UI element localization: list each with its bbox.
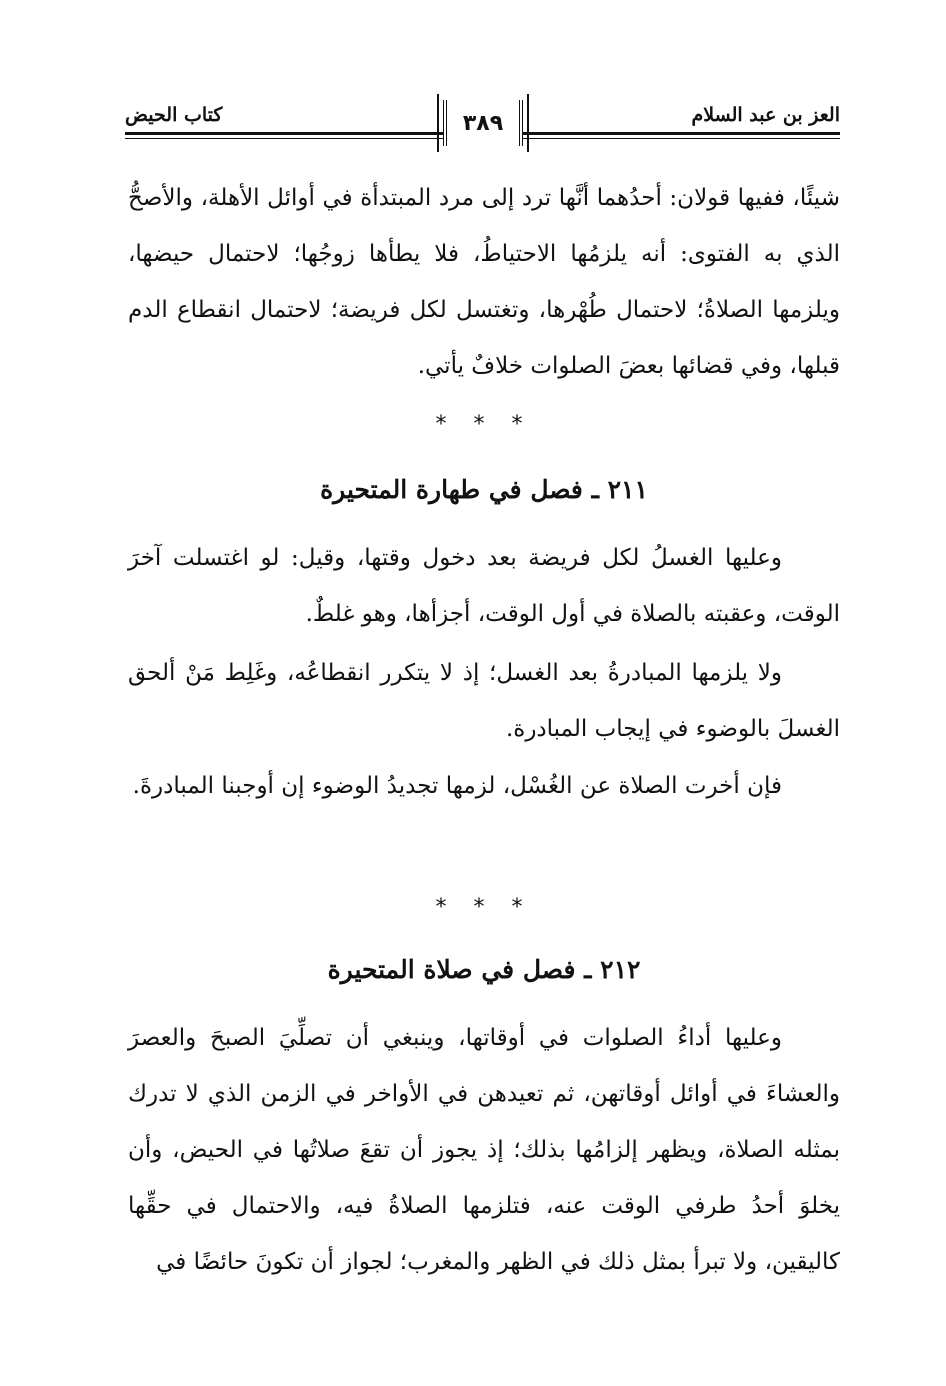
page-number-frame bbox=[443, 100, 523, 146]
continuation-paragraph: شيئًا، ففيها قولان: أحدُهما أنَّها ترد إلى مرد المبتدأة في أوائل الأهلة، والأصحُّ الذي به الفتوى: أنه يلزمُها الاحتياطُ، فلا يطأها زوجُها؛ لاحتمال حيضها، ويلزمها الصلاةُ؛ لاحتمال طُهْرها، وتغتسل لكل فريضة؛ لاحتمال انقطاع الدم قبلها، وفي قضائها بعضَ الصلوات خلافٌ يأتي. bbox=[128, 185, 840, 379]
header-rule-right bbox=[522, 132, 840, 135]
section-separator: * * * bbox=[435, 895, 533, 920]
running-title-chapter: كتاب الحيض bbox=[125, 104, 223, 126]
running-title-author: العز بن عبد السلام bbox=[691, 104, 840, 126]
paragraph-211-1: وعليها الغسلُ لكل فريضة بعد دخول وقتها، وقيل: لو اغتسلت آخرَ الوقت، وعقبته بالصلاة في أول الوقت، أجزأها، وهو غلطٌ. bbox=[128, 545, 840, 627]
page-number: ٣٨٩ bbox=[462, 110, 504, 136]
section-heading-212: ٢١٢ ـ فصل في صلاة المتحيرة bbox=[327, 955, 641, 984]
header-rule-left bbox=[125, 132, 443, 135]
section-heading-211: ٢١١ ـ فصل في طهارة المتحيرة bbox=[320, 475, 648, 504]
section-separator: * * * bbox=[435, 412, 533, 437]
paragraph-212-1: وعليها أداءُ الصلوات في أوقاتها، وينبغي أن تصلِّيَ الصبحَ والعصرَ والعشاءَ في أوائل أوقاتهن، ثم تعيدهن في الأواخر في الزمن الذي لا تدرك بمثله الصلاة، ويظهر إلزامُها بذلك؛ إذ يجوز أن تقعَ صلاتُها في الحيض، وأن يخلوَ أحدُ طرفي الوقت عنه، فتلزمها الصلاةُ فيه، والاحتمال في حقِّها كاليقين، ولا تبرأ بمثل ذلك في الظهر والمغرب؛ لجواز أن تكونَ حائضًا في bbox=[128, 1025, 840, 1275]
paragraph-211-2: ولا يلزمها المبادرةُ بعد الغسل؛ إذ لا يتكرر انقطاعُه، وغَلِط مَنْ ألحق الغسلَ بالوضوء في إيجاب المبادرة. bbox=[128, 660, 840, 742]
page-header bbox=[125, 82, 840, 152]
paragraph-211-3: فإن أخرت الصلاة عن الغُسْل، لزمها تجديدُ الوضوء إن أوجبنا المبادرةَ. bbox=[132, 773, 782, 799]
